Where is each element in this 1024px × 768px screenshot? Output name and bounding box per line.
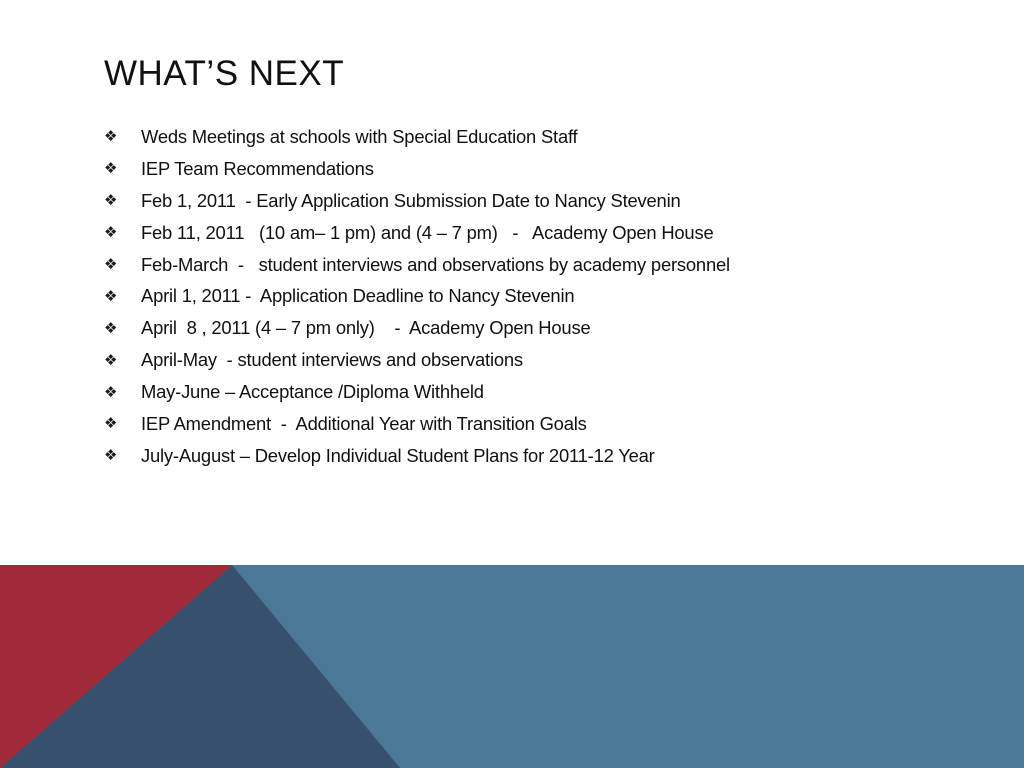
list-item-text: IEP Team Recommendations (141, 157, 374, 179)
list-item (104, 440, 730, 472)
diamond-cluster-bullet-icon: ❖ (104, 255, 118, 273)
diamond-cluster-bullet-icon: ❖ (104, 414, 118, 433)
list-item (104, 312, 730, 344)
diamond-cluster-bullet-icon: ❖ (104, 159, 118, 178)
list-item (104, 121, 730, 153)
list-item (104, 408, 730, 440)
diamond-cluster-bullet-icon: ❖ (104, 382, 118, 401)
list-item-text: April 8 , 2011 (4 – 7 pm only) - Academy Open House (141, 317, 591, 339)
list-item-text: April 1, 2011 - Application Deadline to Nancy Stevenin (141, 285, 575, 307)
list-item (104, 344, 730, 376)
diamond-cluster-bullet-icon: ❖ (104, 127, 118, 146)
diamond-cluster-bullet-icon: ❖ (104, 350, 118, 369)
diamond-cluster-bullet-icon: ❖ (104, 446, 118, 465)
list-item (104, 249, 730, 281)
list-item-text: Feb 11, 2011 (10 am– 1 pm) and (4 – 7 pm) - Academy Open House (141, 221, 714, 243)
list-item (104, 185, 730, 217)
list-item (104, 217, 730, 249)
list-item (104, 280, 730, 312)
list-item (104, 376, 730, 408)
diamond-cluster-bullet-icon: ❖ (104, 318, 118, 337)
list-item-text: Feb 1, 2011 - Early Application Submission Date to Nancy Stevenin (141, 189, 681, 211)
slide-title: WHAT’S NEXT (104, 54, 345, 93)
list-item-text: April-May - student interviews and observations (141, 349, 523, 371)
diamond-cluster-bullet-icon: ❖ (104, 286, 118, 305)
diamond-cluster-bullet-icon: ❖ (104, 191, 118, 210)
list-item-text: Feb-March - student interviews and observations by academy personnel (141, 253, 730, 275)
list-item-text: Weds Meetings at schools with Special Education Staff (141, 125, 578, 147)
list-item-text: July-August – Develop Individual Student Plans for 2011-12 Year (141, 444, 655, 466)
bullet-list (104, 121, 730, 472)
diamond-cluster-bullet-icon: ❖ (104, 223, 118, 242)
list-item-text: May-June – Acceptance /Diploma Withheld (141, 381, 484, 403)
decorative-footer-band (0, 565, 1024, 768)
list-item (104, 153, 730, 185)
list-item-text: IEP Amendment - Additional Year with Transition Goals (141, 412, 587, 434)
